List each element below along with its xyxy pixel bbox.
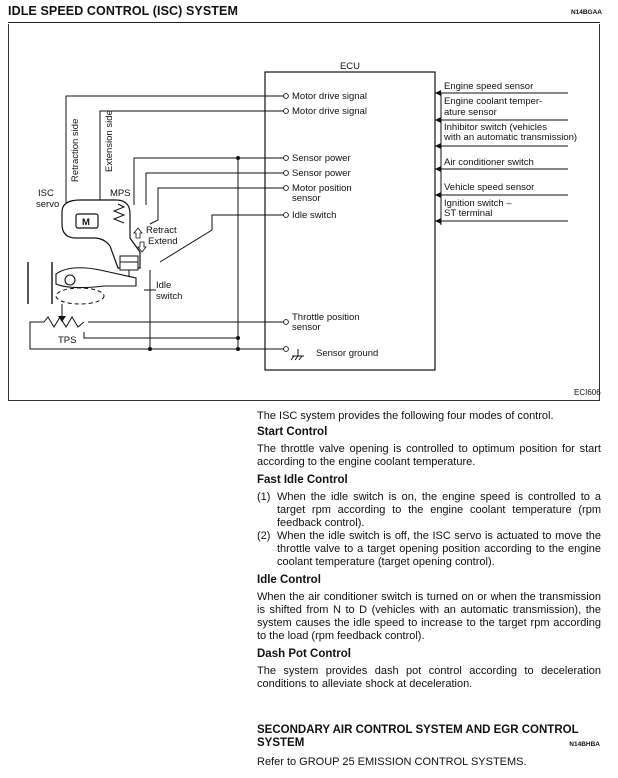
- input-coolant-temp: Engine coolant temper-: [444, 96, 543, 107]
- heading-dash-pot-control: Dash Pot Control: [257, 648, 351, 660]
- list-number: (1): [257, 491, 271, 503]
- ecu-terminals: [284, 94, 289, 352]
- label-retract: Retract: [146, 225, 177, 236]
- terminal-dot: [284, 171, 289, 176]
- terminal-sensor-power-1: Sensor power: [292, 153, 351, 164]
- input-ignition-2: ST terminal: [444, 208, 493, 219]
- retract-arrow-icon: [134, 228, 142, 238]
- heading-fast-idle-control: Fast Idle Control: [257, 474, 348, 486]
- terminal-throttle-position: Throttle position: [292, 312, 360, 323]
- terminal-motor-drive-2: Motor drive signal: [292, 106, 367, 117]
- input-coolant-temp-2: ature sensor: [444, 107, 497, 118]
- terminal-dot: [284, 213, 289, 218]
- throttle-lever: [56, 268, 136, 288]
- secondary-section-text: Refer to GROUP 25 EMISSION CONTROL SYSTEMS.: [257, 756, 527, 768]
- start-control-text: The throttle valve opening is controlled to optimum position for start according to the engine coolant temperature.: [257, 443, 601, 468]
- input-air-conditioner: Air conditioner switch: [444, 157, 534, 168]
- terminal-dot: [284, 186, 289, 191]
- input-arrows: [435, 90, 441, 224]
- terminal-dot: [284, 94, 289, 99]
- terminal-dot: [284, 109, 289, 114]
- intro-text: The ISC system provides the following four modes of control.: [257, 410, 554, 422]
- terminal-sensor-power-2: Sensor power: [292, 168, 351, 179]
- label-idle: Idle: [156, 280, 172, 291]
- terminal-dot: [284, 320, 289, 325]
- terminal-motor-drive-1: Motor drive signal: [292, 91, 367, 102]
- input-inhibitor: Inhibitor switch (vehicles: [444, 122, 547, 133]
- label-extend: Extend: [148, 236, 178, 247]
- list-text: When the idle switch is off, the ISC servo is actuated to move the throttle valve to a target opening position according to the engine coolant temperature (target opening control).: [277, 530, 601, 568]
- input-ignition: Ignition switch –: [444, 198, 512, 209]
- terminal-dot: [284, 347, 289, 352]
- terminal-motor-position-2: sensor: [292, 193, 321, 204]
- label-tps: TPS: [58, 335, 77, 346]
- secondary-section-code: N14BHBA: [569, 741, 600, 748]
- idle-switch-ground-icon: [144, 282, 156, 290]
- list-item: [257, 491, 601, 530]
- dash-pot-control-text: The system provides dash pot control according to deceleration conditions to alleviate shock at deceleration.: [257, 665, 601, 690]
- page-title: IDLE SPEED CONTROL (ISC) SYSTEM: [8, 4, 238, 18]
- input-engine-speed: Engine speed sensor: [444, 81, 534, 92]
- secondary-section-title: SECONDARY AIR CONTROL SYSTEM AND EGR CONTROL SYSTEM: [257, 724, 579, 749]
- terminal-idle-switch: Idle switch: [292, 210, 337, 221]
- page-code: N14BGAA: [570, 9, 602, 16]
- throttle-valve-outline: [56, 288, 104, 304]
- label-switch: switch: [156, 291, 183, 302]
- label-isc: ISC: [38, 188, 54, 199]
- list-item: [257, 530, 601, 569]
- list-text: When the idle switch is on, the engine speed is controlled to a target rpm according to the engine coolant temperature (rpm feedback control).: [277, 491, 601, 529]
- ecu-label: ECU: [339, 61, 361, 72]
- list-number: (2): [257, 530, 271, 542]
- body-text: [257, 410, 601, 691]
- input-inhibitor-2: with an automatic transmission): [444, 132, 578, 143]
- label-extension-side: Extension side: [104, 110, 115, 172]
- terminal-throttle-position-2: sensor: [292, 322, 321, 333]
- terminal-sensor-ground: Sensor ground: [316, 348, 379, 359]
- throttle-bore: [28, 262, 52, 304]
- label-servo: servo: [36, 199, 60, 210]
- label-mps: MPS: [110, 188, 131, 199]
- ecu-ground-icon: [291, 349, 304, 360]
- label-retraction-side: Retraction side: [70, 118, 81, 182]
- terminal-motor-position: Motor position: [292, 183, 352, 194]
- heading-idle-control: Idle Control: [257, 574, 321, 586]
- input-vehicle-speed: Vehicle speed sensor: [444, 182, 535, 193]
- motor-icon: M: [82, 217, 90, 228]
- heading-start-control: Start Control: [257, 426, 328, 438]
- terminal-dot: [284, 156, 289, 161]
- figure-code: ECI606: [574, 388, 601, 397]
- idle-control-text: When the air conditioner switch is turned on or when the transmission is shifted from N to D (vehicles with an automatic transmission), the system causes the idle speed to increase to the target rpm according to the load (rpm feedback control).: [257, 591, 601, 642]
